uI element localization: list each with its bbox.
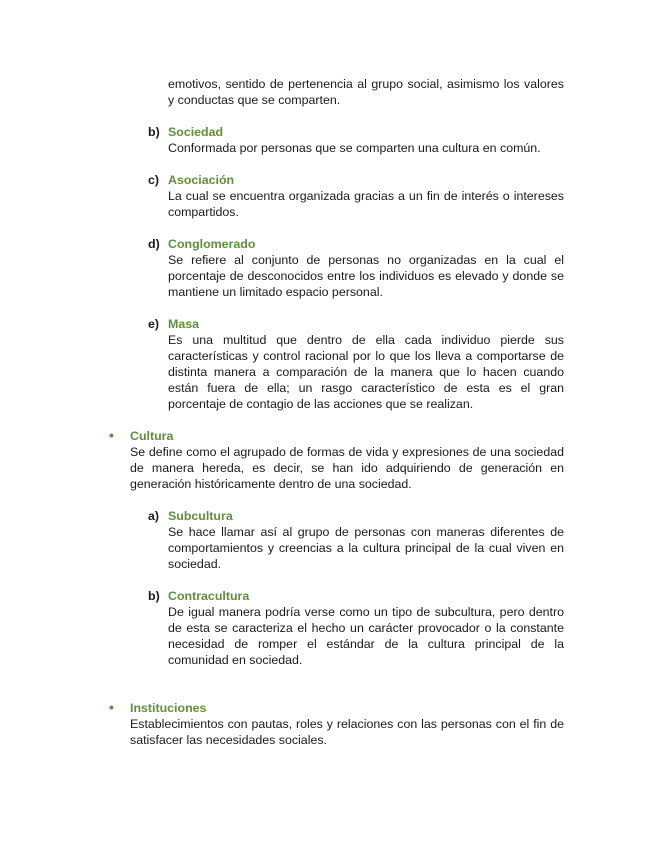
item-description: Se hace llamar así al grupo de personas con maneras diferentes de comportamientos y creencias a la cultura principal de la cual viven en sociedad. bbox=[168, 525, 564, 571]
item-description: Se refiere al conjunto de personas no organizadas en la cual el porcentaje de desconocidos entre los individuos es elevado y donde se mantiene un limitado espacio personal. bbox=[168, 253, 564, 299]
item-marker: b) bbox=[148, 589, 160, 603]
section-instituciones bbox=[109, 699, 564, 748]
item-heading: Masa bbox=[168, 317, 199, 331]
section-cultura bbox=[109, 427, 564, 492]
item-heading: Contracultura bbox=[168, 589, 250, 603]
bullet-icon: • bbox=[109, 699, 114, 715]
item-description: La cual se encuentra organizada gracias a un fin de interés o intereses compartidos. bbox=[168, 189, 564, 219]
section-description: Establecimientos con pautas, roles y relaciones con las personas con el fin de satisfacer las necesidades sociales. bbox=[130, 717, 564, 747]
item-marker: d) bbox=[148, 237, 160, 251]
section-description: Se define como el agrupado de formas de vida y expresiones de una sociedad de manera hereda, es decir, se han ido adquiriendo de generación en generación históricamente dentro de una sociedad. bbox=[130, 445, 564, 491]
item-heading: Asociación bbox=[168, 173, 235, 187]
item-description: Conformada por personas que se comparten una cultura en común. bbox=[168, 141, 541, 155]
item-marker: c) bbox=[148, 173, 160, 187]
item-asociacion bbox=[148, 172, 564, 220]
item-marker: e) bbox=[148, 317, 160, 331]
item-description: Es una multitud que dentro de ella cada individuo pierde sus características y control racional por lo que los lleva a comportarse de distinta manera a comparación de la manera que lo hacen cuando están fuera de ella; un rasgo característico de esta es el gran porcentaje de contagio de las acciones que se realizan. bbox=[168, 333, 564, 411]
item-description: De igual manera podría verse como un tipo de subcultura, pero dentro de esta se caracteriza el hecho un carácter provocador o la constante necesidad de romper el estándar de la cultura principal de la comunidad en sociedad. bbox=[168, 605, 564, 667]
item-marker: a) bbox=[148, 509, 160, 523]
intro-paragraph: emotivos, sentido de pertenencia al grupo social, asimismo los valores y conductas que se comparten. bbox=[168, 77, 564, 107]
item-heading: Conglomerado bbox=[168, 237, 256, 251]
section-heading: Cultura bbox=[130, 429, 174, 443]
item-subcultura bbox=[148, 508, 564, 572]
item-heading: Sociedad bbox=[168, 125, 224, 139]
item-heading: Subcultura bbox=[168, 509, 233, 523]
item-masa bbox=[148, 316, 564, 412]
item-contracultura bbox=[148, 588, 564, 668]
section-heading: Instituciones bbox=[130, 701, 207, 715]
item-marker: b) bbox=[148, 125, 160, 139]
bullet-icon: • bbox=[109, 427, 114, 443]
intro-paragraph-block bbox=[168, 76, 564, 108]
item-sociedad bbox=[148, 124, 564, 156]
item-conglomerado bbox=[148, 236, 564, 300]
